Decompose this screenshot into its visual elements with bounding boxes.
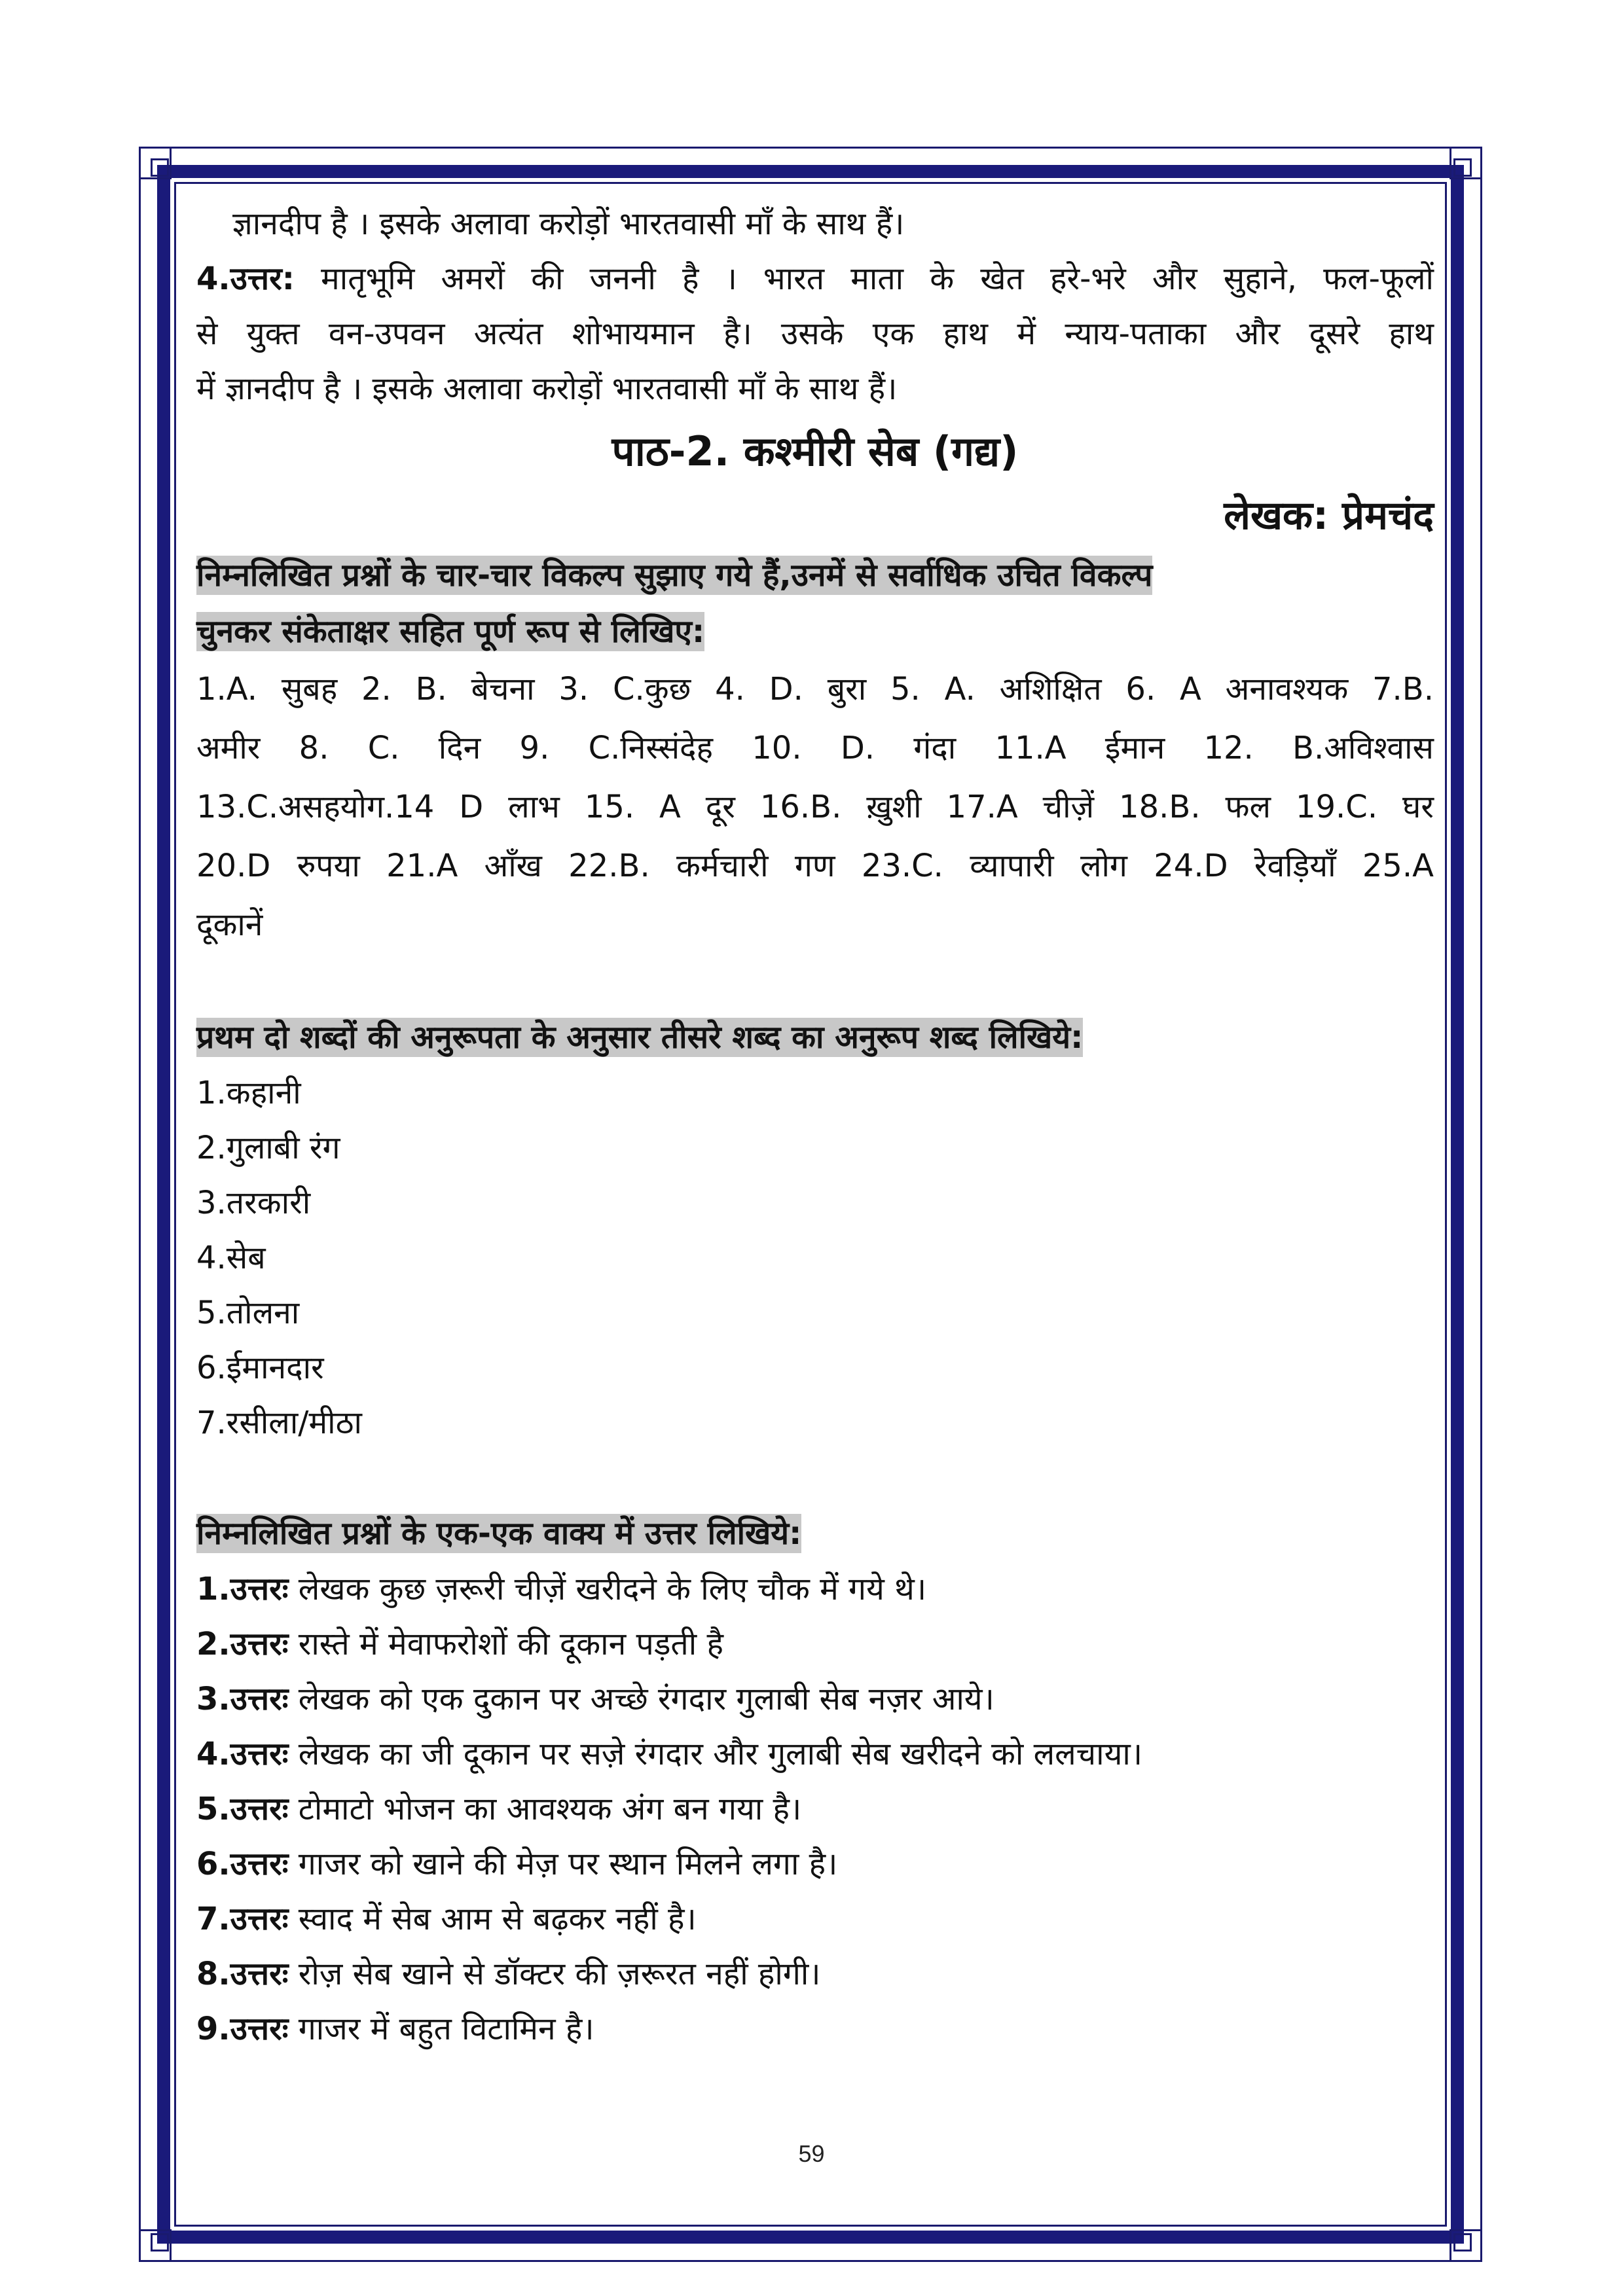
list-item: 6.ईमानदार [196, 1350, 324, 1386]
answer-text: रास्ते में मेवाफरोशों की दूकान पड़ती है [288, 1626, 723, 1662]
lesson-title: पाठ-2. कश्मीरी सेब (गद्य) [611, 427, 1019, 475]
answer-label: 3.उत्तरः [196, 1681, 289, 1717]
answer-label: 8.उत्तरः [196, 1956, 289, 1992]
answer-4-line-2: से युक्त वन-उपवन अत्यंत शोभायमान है। उसके एक हाथ में न्याय-पताका और दूसरे हाथ [196, 315, 1434, 352]
lesson-author: लेखक: प्रेमचंद [1224, 493, 1434, 539]
answer-label: 6.उत्तरः [196, 1846, 289, 1882]
answer-text: टोमाटो भोजन का आवश्यक अंग बन गया है। [288, 1791, 802, 1827]
answer-item [196, 1562, 1434, 1617]
answer-4-line-1 [196, 251, 1434, 306]
section3-heading-text: निम्नलिखित प्रश्नों के एक-एक वाक्य में उत्तर लिखिये: [196, 1515, 802, 1552]
list-item: 2.गुलाबी रंग [196, 1130, 340, 1166]
answer-label: 9.उत्तरः [196, 2011, 289, 2047]
mcq-answer-line: 20.D रुपया 21.A आँख 22.B. कर्मचारी गण 23.C. व्यापारी लोग 24.D रेवड़ियाँ 25.A [196, 848, 1434, 884]
section2-heading [196, 1009, 1434, 1066]
section1-heading-line-1: निम्नलिखित प्रश्नों के चार-चार विकल्प सुझाए गये हैं,उनमें से सर्वाधिक उचित विकल्प [196, 557, 1153, 594]
answer-text: रोज़ सेब खाने से डॉक्टर की ज़रूरत नहीं होगी। [288, 1956, 821, 1992]
answer-text: स्वाद में सेब आम से बढ़कर नहीं है। [288, 1901, 697, 1937]
answer-label: 7.उत्तरः [196, 1901, 289, 1937]
mcq-answer-line: 13.C.असहयोग.14 D लाभ 15. A दूर 16.B. ख़ुशी 17.A चीज़ें 18.B. फल 19.C. घर [196, 789, 1434, 825]
answer-4-label: 4.उत्तर: [196, 260, 295, 297]
spacer [196, 954, 1434, 1009]
list-item: 3.तरकारी [196, 1185, 311, 1221]
answer-text: लेखक को एक दुकान पर अच्छे रंगदार गुलाबी सेब नज़र आये। [288, 1681, 994, 1717]
answer-item [196, 1727, 1434, 1782]
section2-heading-text: प्रथम दो शब्दों की अनुरूपता के अनुसार तीसरे शब्द का अनुरूप शब्द लिखिये: [196, 1019, 1084, 1056]
corner-ornament-inner-top-left [151, 158, 169, 177]
section1-heading-line-2: चुनकर संकेताक्षर सहित पूर्ण रूप से लिखिए: [196, 613, 705, 650]
list-item: 4.सेब [196, 1240, 266, 1276]
answer-label: 2.उत्तरः [196, 1626, 289, 1662]
answer-text: लेखक कुछ ज़रूरी चीज़ें खरीदने के लिए चौक में गये थे। [288, 1571, 927, 1607]
answer-text: लेखक का जी दूकान पर सज़े रंगदार और गुलाबी सेब खरीदने को ललचाया। [288, 1736, 1143, 1772]
section3-list [196, 1562, 1434, 2056]
mcq-answer-line: 1.A. सुबह 2. B. बेचना 3. C.कुछ 4. D. बुरा 5. A. अशिक्षित 6. A अनावश्यक 7.B. [196, 671, 1434, 708]
mcq-answer-line: दूकानें [196, 906, 263, 943]
mcq-answer-line: अमीर 8. C. दिन 9. C.निस्संदेह 10. D. गंदा 11.A ईमान 12. B.अविश्वास [196, 730, 1434, 766]
section1-heading [196, 547, 1434, 660]
answer-item [196, 1837, 1434, 1892]
answer-4-line-3: में ज्ञानदीप है । इसके अलावा करोड़ों भारतवासी माँ के साथ हैं। [196, 370, 898, 407]
section1-answers [196, 660, 1434, 954]
list-item: 1.कहानी [196, 1075, 301, 1111]
list-item: 5.तोलना [196, 1295, 300, 1331]
list-item: 7.रसीला/मीठा [196, 1405, 362, 1441]
answer-item [196, 2001, 1434, 2056]
corner-ornament-inner-bottom-left [151, 2233, 169, 2251]
answer-label: 5.उत्तरः [196, 1791, 289, 1827]
corner-ornament-inner-bottom-right [1453, 2233, 1472, 2251]
page-number: 59 [798, 2140, 825, 2167]
answer-item [196, 1617, 1434, 1672]
spacer [196, 1450, 1434, 1505]
answer-label: 4.उत्तरः [196, 1736, 289, 1772]
corner-ornament-inner-top-right [1453, 158, 1472, 177]
answer-item [196, 1892, 1434, 1946]
intro-line: ज्ञानदीप है । इसके अलावा करोड़ों भारतवासी माँ के साथ हैं। [232, 206, 905, 242]
answer-item [196, 1782, 1434, 1837]
answer-item [196, 1672, 1434, 1727]
answer-label: 1.उत्तरः [196, 1571, 289, 1607]
answer-item [196, 1946, 1434, 2001]
answer-text: गाजर में बहुत विटामिन है। [288, 2011, 594, 2047]
answer-text: गाजर को खाने की मेज़ पर स्थान मिलने लगा है। [288, 1846, 838, 1882]
page-content [196, 196, 1434, 2056]
section2-list [196, 1066, 1434, 1450]
section3-heading [196, 1505, 1434, 1562]
answer-4-text-1: मातृभूमि अमरों की जननी है । भारत माता के खेत हरे-भरे और सुहाने, फल-फूलों [294, 260, 1434, 297]
